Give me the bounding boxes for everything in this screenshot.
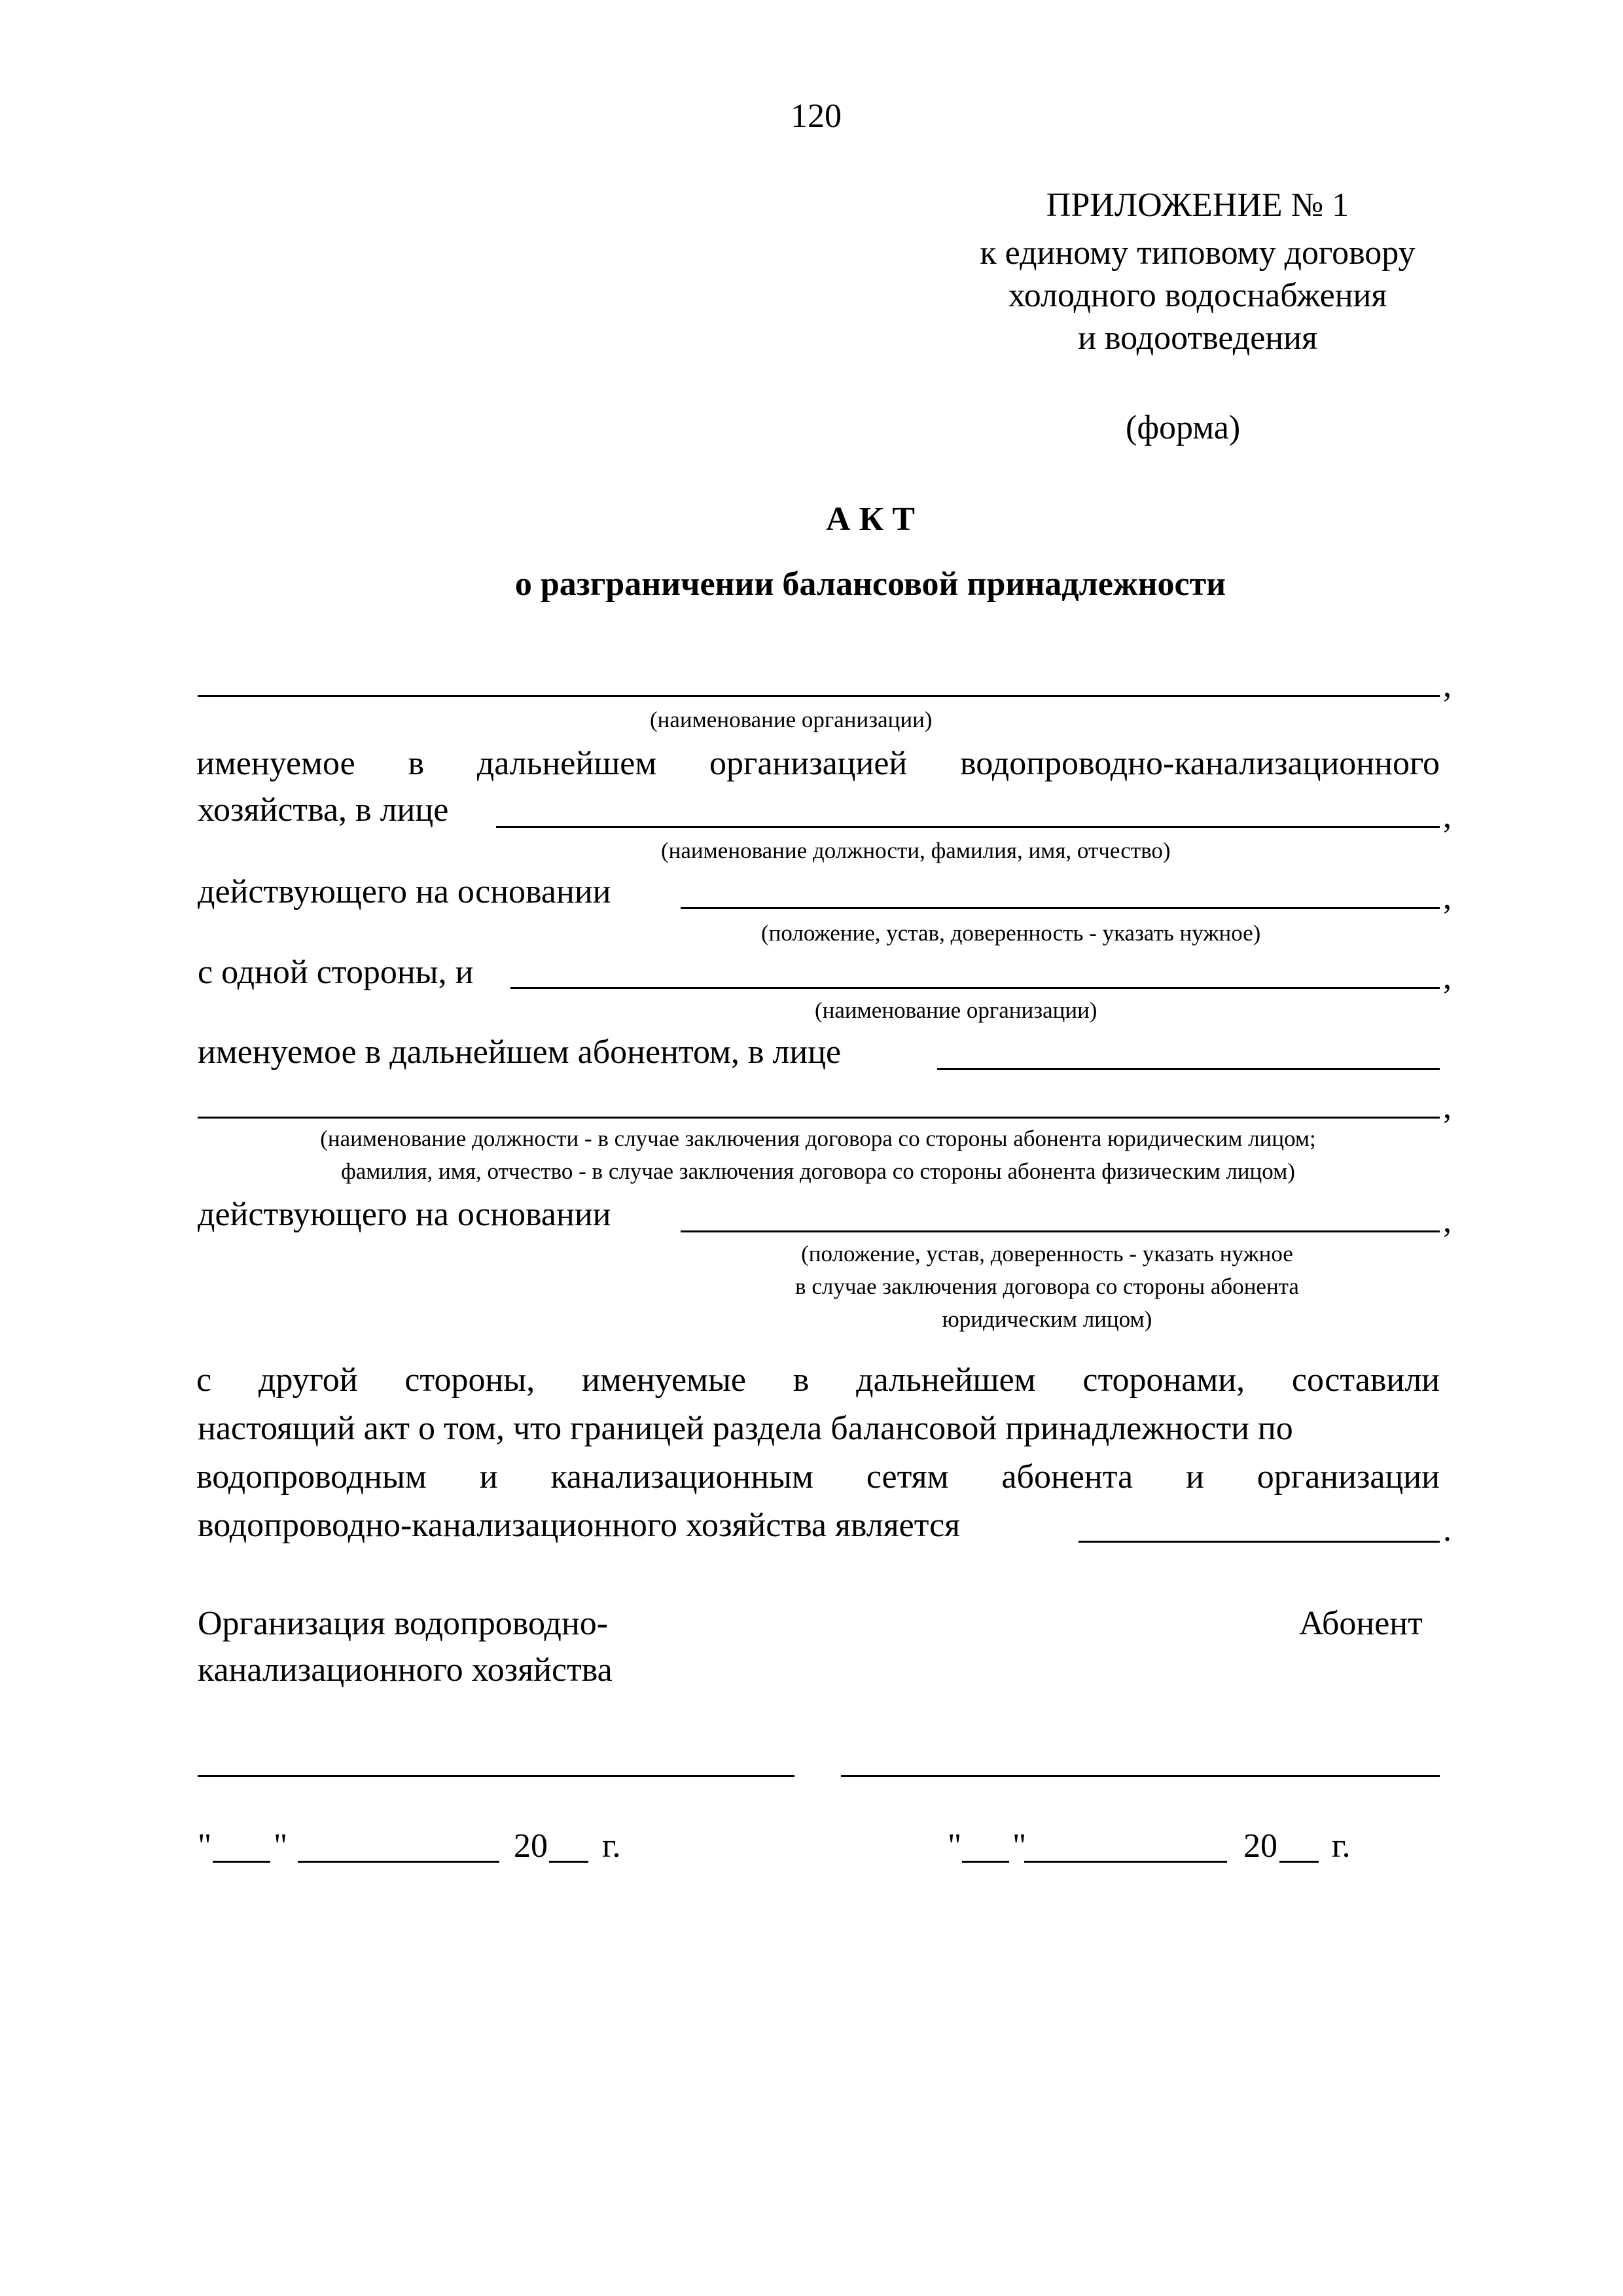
caption-position-fio: (наименование должности, фамилия, имя, отчество) (661, 838, 1171, 863)
word: сетям (866, 1458, 949, 1496)
economy-person-label: хозяйства, в лице (198, 791, 449, 829)
caption-basis1: (положение, устав, доверенность - указать нужное) (761, 920, 1261, 946)
comma: , (1443, 798, 1452, 835)
appendix-line1: к единому типовому договору (980, 234, 1416, 272)
caption-subscriber-line2: фамилия, имя, отчество - в случае заключения договора со стороны абонента физическим лицом) (341, 1158, 1295, 1184)
caption-basis2-line3: юридическим лицом) (942, 1306, 1152, 1332)
comma: , (1443, 1088, 1452, 1126)
word: организации (1257, 1458, 1440, 1496)
comma: , (1443, 959, 1452, 996)
day-field-line[interactable] (213, 1861, 270, 1863)
quote-open: " (948, 1827, 962, 1865)
word: водопроводным (196, 1458, 427, 1496)
page-number: 120 (791, 98, 842, 135)
named-subscriber-label: именуемое в дальнейшем абонентом, в лице (198, 1033, 842, 1071)
org2-field-line[interactable] (510, 987, 1440, 989)
word: в (408, 745, 425, 782)
month-field-line[interactable] (1024, 1861, 1227, 1863)
comma: , (1443, 879, 1452, 916)
appendix-title: ПРИЛОЖЕНИЕ № 1 (1046, 187, 1349, 224)
word: составили (1291, 1361, 1440, 1399)
year-suffix: г. (602, 1827, 621, 1865)
person-field-line[interactable] (496, 826, 1440, 828)
named-org-line (196, 747, 1440, 781)
year-prefix: 20 (514, 1827, 548, 1865)
word: именуемые (582, 1361, 746, 1399)
appendix-line3: и водоотведения (1078, 319, 1317, 357)
caption-org2: (наименование организации) (815, 997, 1097, 1023)
quote-open: " (198, 1827, 212, 1865)
document-title: А К Т (826, 501, 915, 538)
caption-org1: (наименование организации) (650, 707, 933, 732)
word: дальнейшем (856, 1361, 1036, 1399)
word: стороны, (404, 1361, 535, 1399)
year-field-line[interactable] (1279, 1861, 1319, 1863)
word: водопроводно-канализационного (960, 745, 1440, 782)
caption-basis2-line1: (положение, устав, доверенность - указать нужное (801, 1241, 1293, 1266)
year-field-line[interactable] (549, 1861, 588, 1863)
right-party-label: Абонент (1299, 1605, 1423, 1642)
year-prefix: 20 (1243, 1827, 1277, 1865)
left-signature-line[interactable] (198, 1775, 794, 1777)
appendix-line2: холодного водоснабжения (1008, 277, 1387, 314)
word: дальнейшем (476, 745, 657, 782)
org1-field-line[interactable] (198, 695, 1440, 697)
paragraph-line4: водопроводно-канализационного хозяйства является (198, 1507, 961, 1544)
left-party-line2: канализационного хозяйства (198, 1651, 613, 1689)
word: в (793, 1361, 810, 1399)
comma: , (1443, 667, 1452, 704)
quote-close: " (1012, 1827, 1027, 1865)
left-party-line1: Организация водопроводно- (198, 1605, 609, 1642)
acting-basis1-label: действующего на основании (198, 873, 611, 910)
basis1-field-line[interactable] (681, 907, 1440, 909)
word: другой (258, 1361, 358, 1399)
word: и (479, 1458, 498, 1496)
subscriber-position-field-line[interactable] (198, 1117, 1440, 1119)
word: абонента (1001, 1458, 1133, 1496)
one-side-label: с одной стороны, и (198, 954, 474, 991)
boundary-field-line[interactable] (1079, 1541, 1440, 1543)
acting-basis2-label: действующего на основании (198, 1196, 611, 1233)
basis2-field-line[interactable] (681, 1230, 1440, 1232)
word: канализационным (550, 1458, 813, 1496)
subscriber-person-field-line[interactable] (937, 1068, 1440, 1070)
document-subtitle: о разграничении балансовой принадлежности (514, 565, 1226, 603)
comma: , (1443, 1202, 1452, 1240)
quote-close: " (274, 1827, 288, 1865)
paragraph-line3 (196, 1460, 1440, 1494)
month-field-line[interactable] (298, 1861, 499, 1863)
right-signature-line[interactable] (841, 1775, 1440, 1777)
paragraph-line2: настоящий акт о том, что границей раздела балансовой принадлежности по (198, 1410, 1293, 1447)
word: именуемое (196, 745, 355, 782)
form-note: (форма) (1126, 409, 1241, 446)
year-suffix: г. (1332, 1827, 1351, 1865)
caption-basis2-line2: в случае заключения договора со стороны абонента (795, 1274, 1299, 1299)
word: и (1186, 1458, 1204, 1496)
caption-subscriber-line1: (наименование должности - в случае заключения договора со стороны абонента юридическим лицом; (320, 1126, 1316, 1151)
word: организацией (709, 745, 908, 782)
word: с (196, 1361, 212, 1399)
period: . (1443, 1511, 1452, 1549)
day-field-line[interactable] (962, 1861, 1009, 1863)
paragraph-line1 (196, 1363, 1440, 1397)
word: сторонами, (1082, 1361, 1245, 1399)
